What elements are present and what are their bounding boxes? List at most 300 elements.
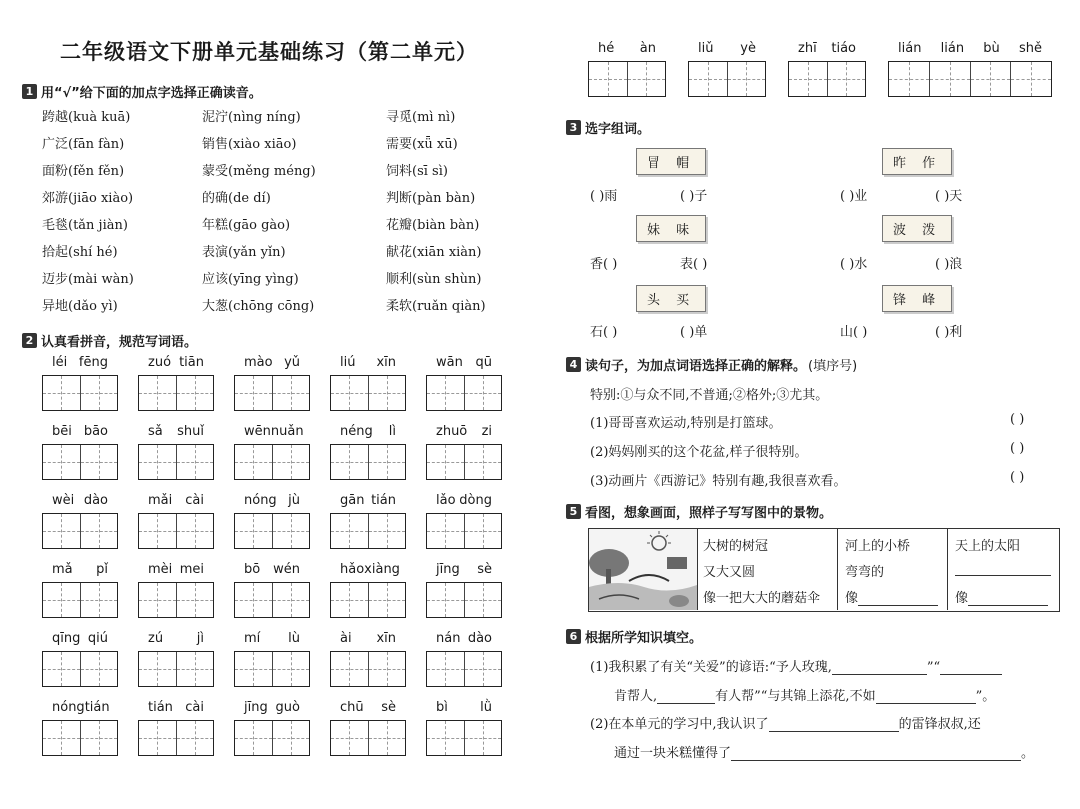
pinyin-syllable: bì	[436, 700, 448, 715]
grid-cell[interactable]	[176, 445, 214, 479]
grid-cell[interactable]	[1010, 62, 1051, 96]
reading-item[interactable]: 郊游(jiāo xiào)	[42, 191, 134, 206]
word-grid[interactable]	[42, 582, 118, 618]
pinyin-syllable: lì	[388, 424, 396, 439]
word-grid[interactable]	[330, 720, 406, 756]
pinyin-syllable: jīng	[244, 700, 268, 715]
grid-cell[interactable]	[368, 721, 406, 755]
pinyin-syllable: zuó	[148, 355, 172, 370]
pinyin-syllable: wèi	[52, 493, 75, 508]
s4-intro: 特别:①与众不同,不普通;②格外;③尤其。	[590, 388, 829, 403]
word-grid[interactable]	[330, 375, 406, 411]
pinyin-syllable: sè	[381, 700, 396, 715]
word-grid[interactable]	[138, 720, 214, 756]
pinyin-label	[244, 631, 300, 646]
section-number: 5	[566, 504, 581, 519]
col2-line1: 河上的小桥	[845, 539, 911, 554]
pinyin-label	[436, 493, 492, 508]
grid-cell[interactable]	[272, 445, 310, 479]
grid-cell[interactable]	[139, 445, 176, 479]
col1-line2: 又大又圆	[703, 565, 756, 580]
reading-item[interactable]: 迈步(mài wàn)	[42, 272, 134, 287]
word-grid[interactable]	[426, 651, 502, 687]
grid-cell[interactable]	[139, 652, 176, 686]
section-4-text: 读句子，为加点词语选择正确的解释。	[585, 359, 807, 374]
pinyin-label	[148, 700, 204, 715]
char-choice-banner: 妹 味	[636, 215, 706, 242]
reading-item[interactable]: 表演(yǎn yǐn)	[202, 245, 286, 260]
pinyin-label	[698, 41, 756, 56]
section-number: 3	[566, 120, 581, 135]
grid-cell[interactable]	[368, 445, 406, 479]
section-1-text: 用“√”给下面的加点字选择正确读音。	[41, 86, 262, 101]
grid-cell[interactable]	[368, 652, 406, 686]
pinyin-syllable: tián	[371, 493, 396, 508]
answer-paren[interactable]: ( )	[1010, 441, 1025, 456]
fill-blank[interactable]: 山( )	[840, 325, 868, 340]
answer-paren[interactable]: ( )	[1010, 412, 1025, 427]
pinyin-syllable: xiàng	[364, 562, 400, 577]
pinyin-syllable: guò	[275, 700, 300, 715]
pinyin-syllable: mei	[179, 562, 204, 577]
word-grid[interactable]	[138, 375, 214, 411]
grid-cell[interactable]	[139, 514, 176, 548]
fill-blank[interactable]: ( )单	[680, 325, 708, 340]
answer-paren[interactable]: ( )	[1010, 470, 1025, 485]
fill-blank[interactable]: ( )水	[840, 257, 868, 272]
pinyin-syllable: nóng	[244, 493, 277, 508]
word-grid[interactable]	[426, 582, 502, 618]
pinyin-syllable: zú	[148, 631, 164, 646]
reading-item[interactable]: 判断(pàn bàn)	[386, 191, 476, 206]
grid-cell[interactable]	[464, 445, 502, 479]
q1-text-c: 肯帮人,	[614, 689, 658, 704]
s6-q2-line2	[614, 742, 1034, 761]
grid-cell[interactable]	[272, 514, 310, 548]
grid-cell[interactable]	[80, 376, 118, 410]
sentence-item: (3)动画片《西游记》特别有趣,我很喜欢看。	[590, 474, 847, 489]
word-grid[interactable]	[688, 61, 766, 97]
pinyin-syllable: dòng	[459, 493, 492, 508]
col1-line3: 像一把大大的蘑菇伞	[703, 591, 821, 606]
word-grid[interactable]	[588, 61, 666, 97]
pinyin-label	[52, 631, 108, 646]
fill-blank[interactable]: 表( )	[680, 257, 708, 272]
section-3-heading	[566, 118, 650, 137]
pinyin-label	[436, 562, 492, 577]
pinyin-syllable: lián	[898, 41, 922, 56]
grid-cell[interactable]	[176, 583, 214, 617]
grid-cell[interactable]	[43, 376, 80, 410]
col3-line1: 天上的太阳	[955, 539, 1021, 554]
char-choice-banner: 波 泼	[882, 215, 952, 242]
grid-cell[interactable]	[43, 583, 80, 617]
char-choice-banner: 昨 作	[882, 148, 952, 175]
section-1-heading	[22, 82, 262, 101]
grid-cell[interactable]	[464, 514, 502, 548]
pinyin-syllable: pǐ	[96, 562, 108, 577]
pinyin-syllable: bēi	[52, 424, 72, 439]
section-4-note: (填序号)	[808, 359, 858, 374]
word-grid[interactable]	[42, 375, 118, 411]
pinyin-syllable: mǎi	[148, 493, 173, 508]
word-grid[interactable]	[426, 375, 502, 411]
grid-cell[interactable]	[331, 514, 368, 548]
q1-blank-3[interactable]	[657, 691, 715, 704]
grid-cell[interactable]	[80, 721, 118, 755]
char-choice-banner: 冒 帽	[636, 148, 706, 175]
fill-blank[interactable]: ( )雨	[590, 189, 618, 204]
pinyin-syllable: jù	[288, 493, 300, 508]
pinyin-syllable: bāo	[83, 424, 108, 439]
pinyin-label	[52, 424, 108, 439]
section-6-text: 根据所学知识填空。	[585, 631, 703, 646]
word-grid[interactable]	[788, 61, 866, 97]
grid-cell[interactable]	[139, 583, 176, 617]
section-number: 2	[22, 333, 37, 348]
grid-cell[interactable]	[176, 376, 214, 410]
pinyin-syllable: nuǎn	[270, 424, 304, 439]
reading-item[interactable]: 饲料(sī sì)	[386, 164, 448, 179]
reading-item[interactable]: 寻觅(mì nì)	[386, 110, 456, 125]
pinyin-syllable: bō	[244, 562, 261, 577]
pinyin-label	[898, 41, 1042, 56]
reading-item[interactable]: 泥泞(nìng níng)	[202, 110, 301, 125]
grid-cell[interactable]	[80, 445, 118, 479]
grid-cell[interactable]	[331, 445, 368, 479]
grid-cell[interactable]	[427, 583, 464, 617]
pinyin-syllable: zhī	[798, 41, 817, 56]
col2-line2: 弯弯的	[845, 565, 885, 580]
char-choice-banner: 锋 峰	[882, 285, 952, 312]
scenery-example-col	[697, 529, 838, 610]
pinyin-label	[436, 631, 492, 646]
scenery-table	[588, 528, 1060, 612]
word-grid[interactable]	[330, 651, 406, 687]
pinyin-syllable: nóng	[52, 700, 85, 715]
grid-cell[interactable]	[464, 376, 502, 410]
grid-cell[interactable]	[368, 376, 406, 410]
fill-blank[interactable]: 石( )	[590, 325, 618, 340]
pinyin-syllable: hǎo	[340, 562, 365, 577]
grid-cell[interactable]	[827, 62, 866, 96]
grid-cell[interactable]	[889, 62, 929, 96]
pinyin-syllable: liǔ	[698, 41, 714, 56]
grid-cell[interactable]	[272, 583, 310, 617]
reading-item[interactable]: 献花(xiān xiàn)	[386, 245, 482, 260]
scenery-sun-col	[947, 529, 1059, 610]
grid-cell[interactable]	[970, 62, 1011, 96]
reading-item[interactable]: 面粉(fěn fěn)	[42, 164, 125, 179]
word-grid[interactable]	[426, 720, 502, 756]
reading-item[interactable]: 广泛(fān fàn)	[42, 137, 125, 152]
grid-cell[interactable]	[43, 721, 80, 755]
pinyin-syllable: mào	[244, 355, 273, 370]
reading-item[interactable]: 大葱(chōng cōng)	[202, 299, 315, 314]
word-grid[interactable]	[42, 513, 118, 549]
q1-text-d: 有人帮”“与其锦上添花,不如	[715, 689, 876, 704]
pinyin-label	[148, 631, 204, 646]
fill-blank[interactable]: ( )子	[680, 189, 708, 204]
pinyin-syllable: tián	[84, 700, 110, 715]
fill-blank[interactable]: ( )利	[935, 325, 963, 340]
pinyin-label	[148, 493, 204, 508]
grid-cell[interactable]	[464, 721, 502, 755]
word-grid[interactable]	[138, 582, 214, 618]
grid-cell[interactable]	[427, 652, 464, 686]
pinyin-syllable: qiú	[87, 631, 108, 646]
pinyin-syllable: shuǐ	[177, 424, 204, 439]
pinyin-label	[148, 355, 204, 370]
col3-blank-1[interactable]	[955, 563, 1051, 576]
sentence-item: (2)妈妈刚买的这个花盆,样子很特别。	[590, 445, 808, 460]
pinyin-syllable: lián	[940, 41, 965, 56]
grid-cell[interactable]	[689, 62, 727, 96]
section-number: 1	[22, 84, 37, 99]
q1-blank-4[interactable]	[876, 691, 976, 704]
grid-cell[interactable]	[331, 721, 368, 755]
pinyin-syllable: mí	[244, 631, 261, 646]
reading-item[interactable]: 蒙受(měng méng)	[202, 164, 316, 179]
pinyin-label	[148, 424, 204, 439]
pinyin-label	[244, 424, 304, 439]
pinyin-syllable: xīn	[376, 631, 396, 646]
reading-item[interactable]: 花瓣(biàn bàn)	[386, 218, 480, 233]
word-grid[interactable]	[330, 513, 406, 549]
section-6-heading	[566, 627, 702, 646]
grid-cell[interactable]	[627, 62, 666, 96]
pinyin-syllable: sè	[477, 562, 492, 577]
pinyin-label	[244, 493, 300, 508]
s6-q2-line1	[590, 713, 981, 732]
reading-item[interactable]: 跨越(kuà kuā)	[42, 110, 131, 125]
grid-cell[interactable]	[427, 376, 464, 410]
grid-cell[interactable]	[272, 376, 310, 410]
pinyin-syllable: xīn	[376, 355, 396, 370]
pinyin-label	[436, 355, 492, 370]
section-5-heading	[566, 502, 832, 521]
pinyin-syllable: hé	[598, 41, 615, 56]
reading-item[interactable]: 顺利(sùn shùn)	[386, 272, 482, 287]
grid-cell[interactable]	[235, 652, 272, 686]
word-grid[interactable]	[138, 513, 214, 549]
pinyin-syllable: léi	[52, 355, 68, 370]
reading-item[interactable]: 毛毯(tǎn jiàn)	[42, 218, 128, 233]
grid-cell[interactable]	[176, 721, 214, 755]
pinyin-syllable: àn	[639, 41, 656, 56]
pinyin-syllable: tiān	[179, 355, 204, 370]
grid-cell[interactable]	[176, 652, 214, 686]
pinyin-syllable: mǎ	[52, 562, 73, 577]
fill-blank[interactable]: ( )业	[840, 189, 868, 204]
scenery-picture	[589, 529, 698, 610]
grid-cell[interactable]	[139, 376, 176, 410]
q2-blank-2[interactable]	[731, 748, 1021, 761]
word-grid[interactable]	[234, 513, 310, 549]
pinyin-syllable: mèi	[148, 562, 173, 577]
grid-cell[interactable]	[43, 652, 80, 686]
q1-blank-2[interactable]	[940, 662, 1002, 675]
pinyin-label	[52, 493, 108, 508]
pinyin-label	[52, 562, 108, 577]
q1-text-b: ”“	[926, 660, 941, 675]
grid-cell[interactable]	[80, 652, 118, 686]
pinyin-syllable: lù	[288, 631, 300, 646]
pinyin-label	[148, 562, 204, 577]
fill-blank[interactable]: ( )天	[935, 189, 963, 204]
grid-cell[interactable]	[331, 583, 368, 617]
reading-item[interactable]: 年糕(gāo gào)	[202, 218, 291, 233]
pinyin-syllable: qū	[475, 355, 492, 370]
pinyin-syllable: jì	[196, 631, 204, 646]
pinyin-label	[436, 424, 492, 439]
word-grid[interactable]	[42, 444, 118, 480]
word-grid[interactable]	[42, 720, 118, 756]
col3-blank-2[interactable]	[968, 593, 1048, 606]
col2-line3-wrap	[845, 587, 938, 606]
pinyin-syllable: wén	[273, 562, 300, 577]
grid-cell[interactable]	[80, 514, 118, 548]
grid-cell[interactable]	[331, 652, 368, 686]
grid-cell[interactable]	[235, 583, 272, 617]
section-2-text: 认真看拼音，规范写词语。	[41, 335, 198, 350]
reading-item[interactable]: 异地(dǎo yì)	[42, 299, 118, 314]
grid-cell[interactable]	[368, 583, 406, 617]
pinyin-label	[340, 424, 396, 439]
pinyin-syllable: tiáo	[831, 41, 856, 56]
s6-q1-line2	[614, 685, 995, 704]
fill-blank[interactable]: 香( )	[590, 257, 618, 272]
word-grid[interactable]	[234, 375, 310, 411]
pinyin-syllable: gān	[340, 493, 365, 508]
sentence-item: (1)哥哥喜欢运动,特别是打篮球。	[590, 416, 782, 431]
grid-cell[interactable]	[43, 445, 80, 479]
pinyin-label	[340, 355, 396, 370]
pinyin-syllable: dào	[83, 493, 108, 508]
pinyin-label	[340, 631, 396, 646]
section-number: 4	[566, 357, 581, 372]
grid-cell[interactable]	[176, 514, 214, 548]
grid-cell[interactable]	[235, 445, 272, 479]
pinyin-syllable: bù	[983, 41, 1000, 56]
pinyin-syllable: tián	[148, 700, 173, 715]
q2-text-b: 的雷锋叔叔,还	[898, 717, 981, 732]
section-4-heading	[566, 355, 857, 374]
word-grid[interactable]	[42, 651, 118, 687]
pinyin-label	[436, 700, 492, 715]
word-grid[interactable]	[330, 444, 406, 480]
pinyin-syllable: wēn	[244, 424, 271, 439]
pinyin-syllable: liú	[340, 355, 356, 370]
word-grid[interactable]	[234, 651, 310, 687]
pinyin-syllable: shě	[1018, 41, 1042, 56]
pinyin-syllable: cài	[185, 700, 204, 715]
grid-cell[interactable]	[139, 721, 176, 755]
pinyin-label	[340, 700, 396, 715]
reading-item[interactable]: 的确(de dí)	[202, 191, 271, 206]
q1-text-e: ”。	[975, 689, 996, 704]
pinyin-syllable: fēng	[78, 355, 108, 370]
grid-cell[interactable]	[235, 514, 272, 548]
page-title: 二年级语文下册单元基础练习（第二单元）	[60, 40, 478, 64]
grid-cell[interactable]	[80, 583, 118, 617]
char-choice-banner: 头 买	[636, 285, 706, 312]
s6-q1-line1	[590, 656, 1002, 675]
q2-text-a: (2)在本单元的学习中,我认识了	[590, 717, 769, 732]
word-grid[interactable]	[426, 444, 502, 480]
pinyin-syllable: chū	[340, 700, 364, 715]
grid-cell[interactable]	[427, 514, 464, 548]
grid-cell[interactable]	[43, 514, 80, 548]
fill-blank[interactable]: ( )浪	[935, 257, 963, 272]
word-grid[interactable]	[426, 513, 502, 549]
section-2-heading	[22, 331, 197, 350]
pinyin-syllable: yè	[740, 41, 756, 56]
pinyin-label	[244, 700, 300, 715]
reading-item[interactable]: 拾起(shí hé)	[42, 245, 118, 260]
pinyin-syllable: jīng	[436, 562, 460, 577]
col2-blank[interactable]	[858, 593, 938, 606]
word-grid[interactable]	[234, 444, 310, 480]
grid-cell[interactable]	[427, 721, 464, 755]
grid-cell[interactable]	[929, 62, 970, 96]
grid-cell[interactable]	[427, 445, 464, 479]
col2-line3: 像	[845, 591, 859, 606]
grid-cell[interactable]	[272, 721, 310, 755]
grid-cell[interactable]	[272, 652, 310, 686]
reading-item[interactable]: 应该(yīng yìng)	[202, 272, 299, 287]
section-number: 6	[566, 629, 581, 644]
pinyin-label	[340, 562, 400, 577]
grid-cell[interactable]	[589, 62, 627, 96]
q2-blank-1[interactable]	[769, 719, 899, 732]
word-grid[interactable]	[888, 61, 1052, 97]
grid-cell[interactable]	[331, 376, 368, 410]
pinyin-label	[52, 355, 108, 370]
reading-item[interactable]: 销售(xiào xiāo)	[202, 137, 297, 152]
pinyin-syllable: qīng	[52, 631, 81, 646]
reading-item[interactable]: 需要(xǖ xū)	[386, 137, 458, 152]
pinyin-syllable: sǎ	[148, 424, 163, 439]
pinyin-syllable: dào	[467, 631, 492, 646]
word-grid[interactable]	[234, 582, 310, 618]
pinyin-syllable: lǎo	[436, 493, 456, 508]
grid-cell[interactable]	[235, 376, 272, 410]
grid-cell[interactable]	[727, 62, 766, 96]
word-grid[interactable]	[138, 444, 214, 480]
pinyin-syllable: yǔ	[284, 355, 300, 370]
grid-cell[interactable]	[368, 514, 406, 548]
pinyin-syllable: wān	[436, 355, 463, 370]
word-grid[interactable]	[234, 720, 310, 756]
word-grid[interactable]	[330, 582, 406, 618]
pinyin-syllable: zi	[481, 424, 492, 439]
grid-cell[interactable]	[464, 583, 502, 617]
pinyin-label	[244, 562, 300, 577]
grid-cell[interactable]	[464, 652, 502, 686]
word-grid[interactable]	[138, 651, 214, 687]
reading-item[interactable]: 柔软(ruǎn qiàn)	[386, 299, 486, 314]
grid-cell[interactable]	[235, 721, 272, 755]
pinyin-syllable: lǜ	[480, 700, 492, 715]
q1-blank-1[interactable]	[832, 662, 927, 675]
grid-cell[interactable]	[789, 62, 827, 96]
q2-text-d: 。	[1021, 746, 1035, 761]
q2-text-c: 通过一块米糕懂得了	[614, 746, 732, 761]
section-3-text: 选字组词。	[585, 122, 651, 137]
section-5-text: 看图，想象画面，照样子写写图中的景物。	[585, 506, 833, 521]
pinyin-label	[52, 700, 108, 715]
